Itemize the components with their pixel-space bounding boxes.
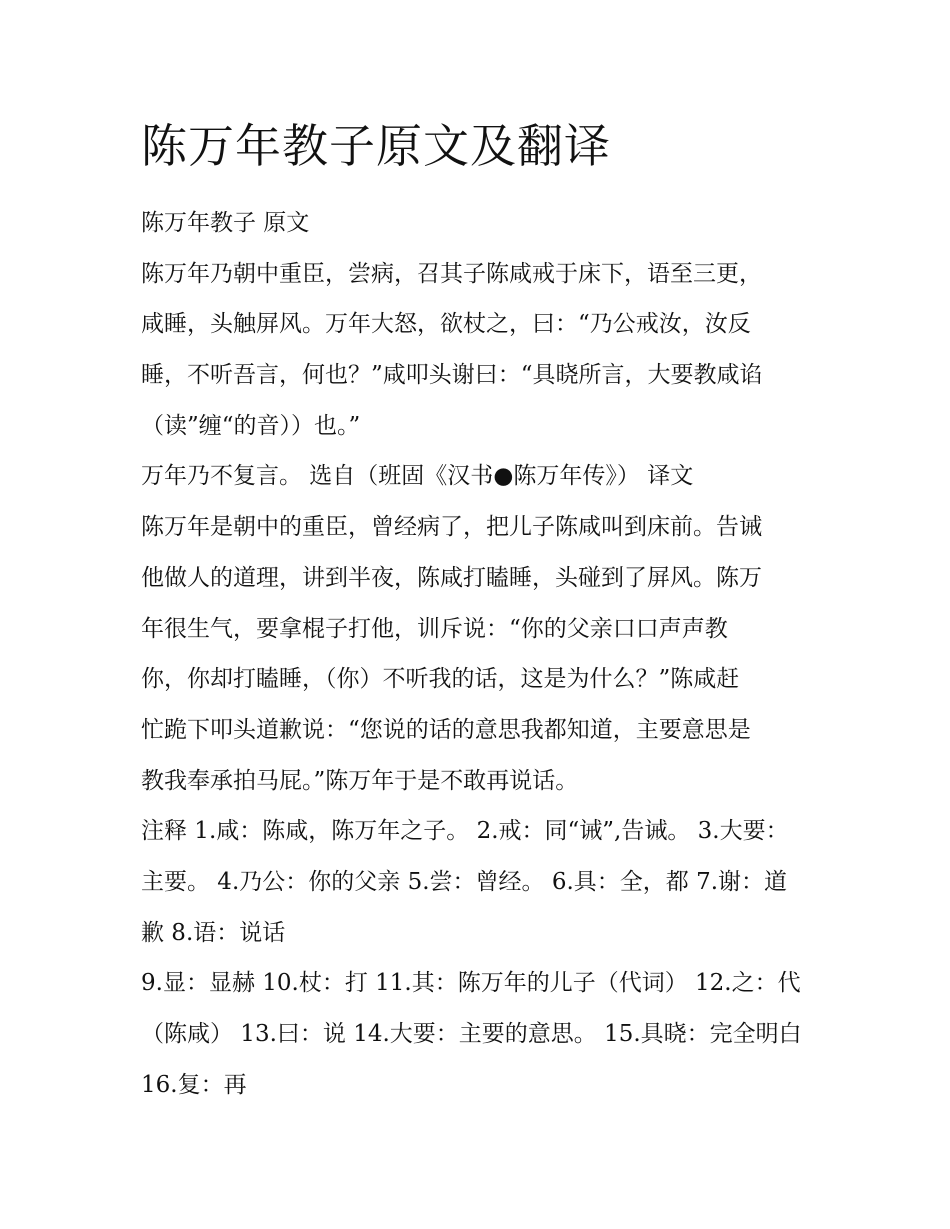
text-line: 忙跪下叩头道歉说：“您说的话的意思我都知道，主要意思是 (141, 716, 751, 743)
notes-line: 9.显：显赫 10.杖：打 11.其：陈万年的儿子（代词） 12.之：代 (141, 970, 801, 997)
text-line: 陈万年乃朝中重臣，尝病，召其子陈咸戒于床下，语至三更， (141, 260, 762, 287)
notes-line: 16.复：再 (141, 1071, 247, 1098)
text-line: 万年乃不复言。 选自（班固《汉书●陈万年传》） 译文 (141, 463, 694, 490)
notes-line: 歉 8.语：说话 (141, 919, 286, 946)
text-line: 年很生气，要拿棍子打他，训斥说：“你的父亲口口声声教 (141, 615, 728, 642)
text-line: 咸睡，头触屏风。万年大怒，欲杖之，曰：“乃公戒汝，汝反 (141, 311, 751, 338)
text-line: 睡，不听吾言，何也？”咸叩头谢曰：“具晓所言，大要教咸谄 (141, 362, 763, 389)
document-page (141, 112, 821, 1110)
text-line: 陈万年是朝中的重臣，曾经病了，把儿子陈咸叫到床前。告诫 (141, 514, 762, 541)
text-line: （读”缠“的音））也。” (141, 412, 361, 439)
notes-line: （陈咸） 13.曰：说 14.大要：主要的意思。 15.具晓：完全明白 (141, 1021, 802, 1047)
text-line: 你，你却打瞌睡，（你）不听我的话，这是为什么？”陈咸赶 (141, 666, 740, 693)
document-body (141, 198, 821, 1110)
notes-line: 主要。 4.乃公：你的父亲 5.尝：曾经。 6.具：全，都 7.谢：道 (141, 868, 788, 895)
notes-line: 注释 1.咸：陈咸，陈万年之子。 2.戒：同“诫”,告诫。 3.大要： (141, 818, 789, 845)
page-title: 陈万年教子原文及翻译 (141, 119, 611, 173)
section-heading-original: 陈万年教子 原文 (141, 210, 310, 236)
text-line: 他做人的道理，讲到半夜，陈咸打瞌睡，头碰到了屏风。陈万 (141, 564, 762, 591)
text-line: 教我奉承拍马屁。”陈万年于是不敢再说话。 (141, 767, 579, 794)
